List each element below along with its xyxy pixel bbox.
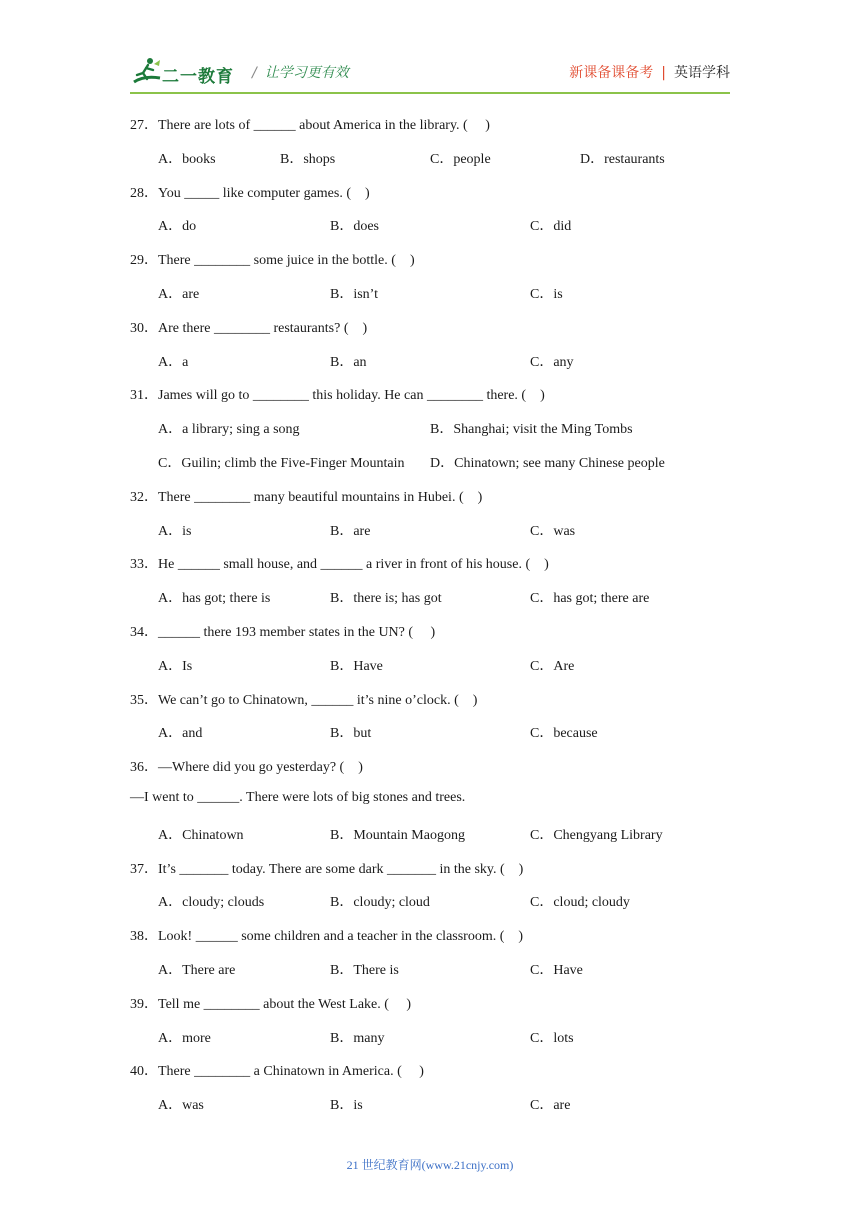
answer-option: A．are: [158, 287, 200, 302]
answer-option: C．is: [530, 287, 563, 302]
runner-icon: [130, 56, 164, 88]
answer-option: A．Chinatown: [158, 827, 244, 843]
slogan: [252, 62, 349, 82]
question-stem: 27．There are lots of ______ about America in the library. ( ): [130, 118, 490, 133]
answer-option: C．Chengyang Library: [530, 827, 663, 843]
tag-separator: |: [661, 65, 666, 81]
answer-option: B．isn’t: [330, 287, 378, 302]
subject-tag: [569, 62, 730, 82]
subject-label: 英语学科: [674, 65, 730, 81]
answer-option: B．Mountain Maogong: [330, 827, 465, 843]
answer-option: B．many: [330, 1030, 385, 1046]
question-stem: 36．—Where did you go yesterday? ( ): [130, 760, 363, 776]
answer-option: B．but: [330, 726, 372, 742]
question-stem: 28．You _____ like computer games. ( ): [130, 185, 370, 201]
question-stem: 34．______ there 193 member states in the UN? ( ): [130, 625, 436, 640]
answer-option: A．cloudy; clouds: [158, 895, 265, 911]
answer-option: B．shops: [280, 151, 336, 167]
answer-option: B．does: [330, 219, 379, 235]
answer-option: C．Are: [530, 658, 575, 674]
answer-option: C．any: [530, 354, 574, 370]
answer-option: A．was: [158, 1098, 204, 1114]
question-stem: 39．Tell me ________ about the West Lake. ( ): [130, 996, 412, 1012]
answer-option: A．more: [158, 1030, 211, 1046]
answer-option: C．did: [530, 219, 572, 235]
answer-option: A．Is: [158, 658, 193, 674]
answer-option: C．are: [530, 1098, 571, 1114]
answer-option: A．a library; sing a song: [158, 422, 300, 438]
answer-option: A．There are: [158, 963, 236, 978]
slogan-text: 让学习更有效: [264, 65, 349, 81]
answer-option: C．has got; there are: [530, 591, 650, 607]
answer-option: A．and: [158, 726, 203, 742]
answer-option: A．is: [158, 523, 192, 539]
answer-option: C．Guilin; climb the Five-Finger Mountain: [158, 456, 405, 471]
question-stem: 40．There ________ a Chinatown in America. ( ): [130, 1064, 424, 1080]
answer-option: C．because: [530, 726, 598, 742]
question-extra-line: —I went to ______. There were lots of big stones and trees.: [130, 790, 466, 805]
slogan-divider: /: [252, 65, 257, 81]
question-stem: 29．There ________ some juice in the bottle. ( ): [130, 253, 415, 269]
answer-option: B．there is; has got: [330, 591, 442, 607]
answer-option: B．is: [330, 1098, 363, 1114]
answer-option: C．people: [430, 151, 491, 167]
question-stem: 31．James will go to ________ this holiday. He can ________ there. ( ): [130, 388, 545, 404]
logo: [130, 56, 240, 88]
answer-option: B．are: [330, 523, 371, 539]
question-stem: 33．He ______ small house, and ______ a river in front of his house. ( ): [130, 557, 549, 573]
answer-option: A．books: [158, 151, 216, 167]
answer-option: D．Chinatown; see many Chinese people: [430, 456, 665, 471]
page-header: [130, 56, 730, 92]
answer-option: B．an: [330, 354, 367, 370]
answer-option: A．has got; there is: [158, 591, 271, 607]
answer-option: B．Shanghai; visit the Ming Tombs: [430, 422, 633, 438]
answer-option: C．was: [530, 523, 576, 539]
answer-option: B．cloudy; cloud: [330, 895, 430, 911]
answer-option: B．Have: [330, 658, 383, 674]
course-tag: 新课备课备考: [569, 65, 654, 81]
answer-option: D．restaurants: [580, 151, 665, 167]
answer-option: A．do: [158, 219, 197, 235]
footer-text: 21 世纪教育网(www.21cnjy.com): [346, 1158, 514, 1172]
header-divider: [130, 92, 730, 94]
answer-option: C．cloud; cloudy: [530, 895, 630, 911]
logo-text: 二一教育: [162, 67, 234, 87]
answer-option: C．lots: [530, 1030, 574, 1046]
question-stem: 37．It’s _______ today. There are some dark _______ in the sky. ( ): [130, 861, 524, 877]
question-stem: 32．There ________ many beautiful mountains in Hubei. ( ): [130, 489, 483, 505]
question-stem: 38．Look! ______ some children and a teacher in the classroom. ( ): [130, 929, 524, 945]
answer-option: C．Have: [530, 963, 583, 978]
question-stem: 30．Are there ________ restaurants? ( ): [130, 320, 368, 336]
question-stem: 35．We can’t go to Chinatown, ______ it’s nine o’clock. ( ): [130, 692, 478, 708]
answer-option: B．There is: [330, 963, 399, 978]
answer-option: A．a: [158, 354, 189, 370]
